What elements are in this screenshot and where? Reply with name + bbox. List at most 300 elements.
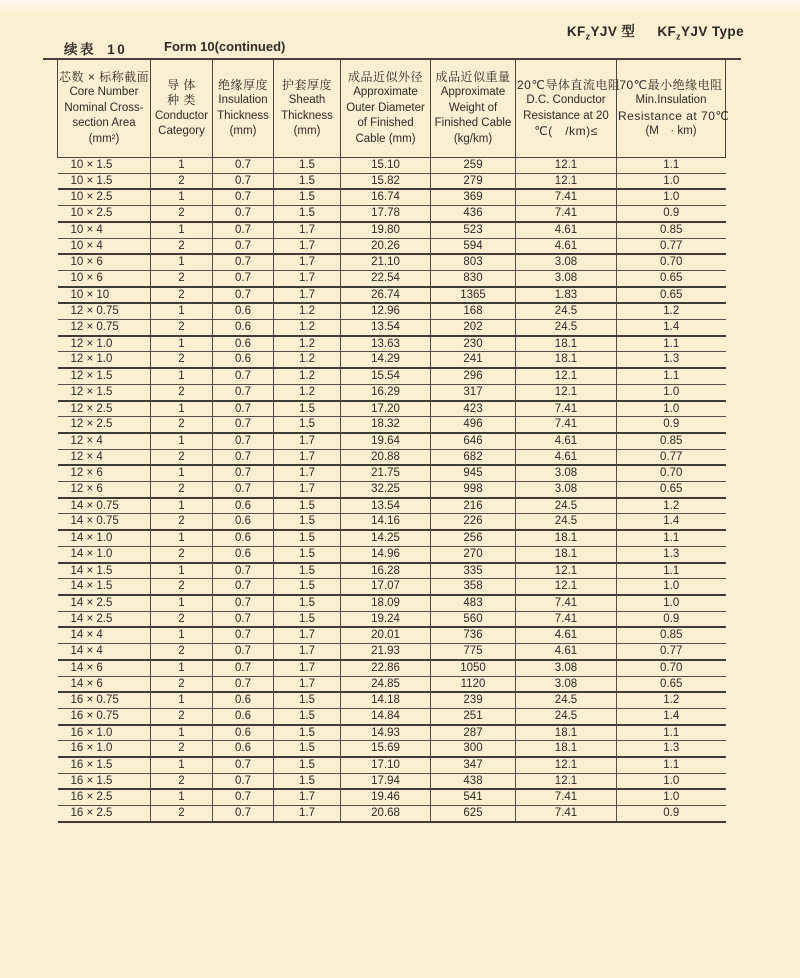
value-cell: 1.5 — [274, 546, 341, 562]
value-cell: 436 — [431, 206, 516, 222]
value-cell: 1.2 — [274, 384, 341, 400]
value-cell: 12.1 — [516, 579, 617, 595]
table-row — [58, 206, 726, 222]
value-cell: 1 — [151, 757, 213, 773]
value-cell: 226 — [431, 514, 516, 530]
value-cell: 12.1 — [516, 368, 617, 384]
value-cell: 21.93 — [341, 644, 431, 660]
spec-cell: 16 × 2.5 — [58, 806, 151, 822]
spec-cell: 12 × 0.75 — [58, 320, 151, 336]
column-header-line: 导 体 — [167, 77, 196, 92]
value-cell: 0.7 — [213, 644, 274, 660]
value-cell: 736 — [431, 627, 516, 643]
table-row — [58, 546, 726, 562]
value-cell: 239 — [431, 692, 516, 708]
value-cell: 0.6 — [213, 498, 274, 514]
value-cell: 358 — [431, 579, 516, 595]
value-cell: 0.77 — [617, 449, 726, 465]
value-cell: 560 — [431, 611, 516, 627]
spec-cell: 14 × 2.5 — [58, 595, 151, 611]
value-cell: 1.1 — [617, 368, 726, 384]
value-cell: 1120 — [431, 676, 516, 692]
value-cell: 18.1 — [516, 741, 617, 757]
value-cell: 2 — [151, 173, 213, 189]
value-cell: 0.7 — [213, 222, 274, 238]
value-cell: 2 — [151, 514, 213, 530]
value-cell: 1.5 — [274, 579, 341, 595]
value-cell: 2 — [151, 287, 213, 304]
value-cell: 1.2 — [617, 303, 726, 319]
table-row — [58, 173, 726, 189]
value-cell: 0.65 — [617, 676, 726, 692]
value-cell: 2 — [151, 482, 213, 498]
spec-cell: 12 × 4 — [58, 449, 151, 465]
value-cell: 18.1 — [516, 725, 617, 741]
table-row — [58, 189, 726, 205]
column-header-line: Resistance at 70℃ — [618, 108, 730, 123]
value-cell: 1.2 — [274, 368, 341, 384]
spec-cell: 12 × 2.5 — [58, 401, 151, 417]
value-cell: 0.9 — [617, 417, 726, 433]
value-cell: 4.61 — [516, 644, 617, 660]
value-cell: 0.6 — [213, 725, 274, 741]
spec-cell: 12 × 1.0 — [58, 336, 151, 352]
value-cell: 13.54 — [341, 320, 431, 336]
value-cell: 1.0 — [617, 173, 726, 189]
value-cell: 7.41 — [516, 611, 617, 627]
spec-cell: 16 × 1.5 — [58, 757, 151, 773]
value-cell: 7.41 — [516, 789, 617, 805]
column-header-line: Cable (mm) — [355, 132, 416, 145]
value-cell: 19.80 — [341, 222, 431, 238]
spec-cell: 14 × 4 — [58, 627, 151, 643]
value-cell: 1.4 — [617, 708, 726, 724]
value-cell: 18.1 — [516, 530, 617, 546]
value-cell: 2 — [151, 676, 213, 692]
table-row — [58, 238, 726, 254]
value-cell: 1.2 — [617, 498, 726, 514]
column-header-line: Min.Insulation — [635, 94, 707, 107]
value-cell: 2 — [151, 546, 213, 562]
value-cell: 7.41 — [516, 417, 617, 433]
value-cell: 1.0 — [617, 579, 726, 595]
value-cell: 0.7 — [213, 563, 274, 579]
value-cell: 1.5 — [274, 692, 341, 708]
value-cell: 0.7 — [213, 789, 274, 805]
value-cell: 12.1 — [516, 773, 617, 789]
value-cell: 15.54 — [341, 368, 431, 384]
value-cell: 0.6 — [213, 692, 274, 708]
value-cell: 17.10 — [341, 757, 431, 773]
value-cell: 438 — [431, 773, 516, 789]
table-row — [58, 806, 726, 822]
value-cell: 18.1 — [516, 336, 617, 352]
value-cell: 0.6 — [213, 708, 274, 724]
value-cell: 19.64 — [341, 433, 431, 449]
spec-cell: 14 × 6 — [58, 676, 151, 692]
value-cell: 1.2 — [274, 320, 341, 336]
value-cell: 0.7 — [213, 189, 274, 205]
value-cell: 1.7 — [274, 806, 341, 822]
value-cell: 0.65 — [617, 482, 726, 498]
table-head — [58, 60, 730, 158]
value-cell: 0.9 — [617, 611, 726, 627]
value-cell: 0.7 — [213, 270, 274, 286]
value-cell: 0.7 — [213, 627, 274, 643]
value-cell: 20.26 — [341, 238, 431, 254]
value-cell: 17.78 — [341, 206, 431, 222]
value-cell: 2 — [151, 708, 213, 724]
column-header-line: Category — [158, 124, 205, 137]
spec-cell: 16 × 0.75 — [58, 692, 151, 708]
column-header-weight — [431, 60, 516, 158]
spec-cell: 16 × 2.5 — [58, 789, 151, 805]
value-cell: 541 — [431, 789, 516, 805]
value-cell: 1 — [151, 336, 213, 352]
value-cell: 0.7 — [213, 238, 274, 254]
value-cell: 12.96 — [341, 303, 431, 319]
table-row — [58, 401, 726, 417]
value-cell: 1 — [151, 433, 213, 449]
value-cell: 0.6 — [213, 530, 274, 546]
value-cell: 300 — [431, 741, 516, 757]
value-cell: 0.7 — [213, 417, 274, 433]
value-cell: 1.5 — [274, 498, 341, 514]
value-cell: 1.1 — [617, 336, 726, 352]
value-cell: 0.70 — [617, 465, 726, 481]
spec-cell: 10 × 2.5 — [58, 206, 151, 222]
table-row — [58, 611, 726, 627]
spec-cell: 10 × 6 — [58, 254, 151, 270]
value-cell: 24.5 — [516, 692, 617, 708]
value-cell: 1.7 — [274, 644, 341, 660]
column-header-line: (mm²) — [88, 132, 120, 145]
value-cell: 3.08 — [516, 676, 617, 692]
value-cell: 12.1 — [516, 158, 617, 174]
value-cell: 803 — [431, 254, 516, 270]
value-cell: 0.7 — [213, 254, 274, 270]
value-cell: 14.96 — [341, 546, 431, 562]
value-cell: 0.70 — [617, 254, 726, 270]
value-cell: 1.7 — [274, 465, 341, 481]
value-cell: 1 — [151, 222, 213, 238]
value-cell: 1.5 — [274, 189, 341, 205]
value-cell: 7.41 — [516, 206, 617, 222]
value-cell: 1.7 — [274, 254, 341, 270]
value-cell: 1.5 — [274, 401, 341, 417]
column-header-conductor-category — [151, 60, 213, 158]
value-cell: 1 — [151, 725, 213, 741]
value-cell: 21.75 — [341, 465, 431, 481]
value-cell: 296 — [431, 368, 516, 384]
value-cell: 830 — [431, 270, 516, 286]
value-cell: 1.5 — [274, 563, 341, 579]
spec-cell: 10 × 6 — [58, 270, 151, 286]
column-header-line: ℃( /km)≤ — [534, 123, 598, 138]
table-row — [58, 773, 726, 789]
table-row — [58, 482, 726, 498]
table-row — [58, 741, 726, 757]
value-cell: 1.5 — [274, 595, 341, 611]
value-cell: 0.7 — [213, 384, 274, 400]
spec-cell: 10 × 1.5 — [58, 158, 151, 174]
value-cell: 1 — [151, 660, 213, 676]
value-cell: 1 — [151, 158, 213, 174]
table-row — [58, 303, 726, 319]
value-cell: 483 — [431, 595, 516, 611]
value-cell: 2 — [151, 417, 213, 433]
spec-cell: 16 × 1.0 — [58, 741, 151, 757]
value-cell: 0.6 — [213, 514, 274, 530]
column-header-line: 种 类 — [167, 93, 196, 108]
value-cell: 0.7 — [213, 401, 274, 417]
value-cell: 0.7 — [213, 482, 274, 498]
spec-cell: 14 × 0.75 — [58, 514, 151, 530]
model-en: $KF_zYJV$ Type — [657, 24, 744, 42]
spec-cell: 16 × 1.0 — [58, 725, 151, 741]
value-cell: 1.5 — [274, 206, 341, 222]
spec-cell: 12 × 4 — [58, 433, 151, 449]
value-cell: 0.6 — [213, 320, 274, 336]
value-cell: 1 — [151, 189, 213, 205]
value-cell: 12.1 — [516, 384, 617, 400]
value-cell: 1 — [151, 530, 213, 546]
column-header-min-insulation-resistance — [617, 60, 730, 158]
column-header-line: Finished Cable — [434, 117, 512, 130]
column-header-line: (M · km) — [645, 124, 697, 137]
value-cell: 17.07 — [341, 579, 431, 595]
value-cell: 1.5 — [274, 741, 341, 757]
value-cell: 16.29 — [341, 384, 431, 400]
value-cell: 7.41 — [516, 189, 617, 205]
value-cell: 17.20 — [341, 401, 431, 417]
value-cell: 7.41 — [516, 806, 617, 822]
value-cell: 423 — [431, 401, 516, 417]
value-cell: 0.6 — [213, 336, 274, 352]
table-row — [58, 514, 726, 530]
value-cell: 0.85 — [617, 222, 726, 238]
column-header-line: Insulation — [218, 94, 268, 107]
column-header-line: (kg/km) — [453, 132, 493, 145]
continued-table-caption-zh: 续表 10 — [64, 42, 128, 57]
value-cell: 1 — [151, 498, 213, 514]
table-row — [58, 563, 726, 579]
value-cell: 523 — [431, 222, 516, 238]
value-cell: 1.2 — [617, 692, 726, 708]
value-cell: 18.1 — [516, 546, 617, 562]
column-header-line: Approximate — [353, 86, 418, 99]
value-cell: 12.1 — [516, 757, 617, 773]
value-cell: 2 — [151, 238, 213, 254]
value-cell: 0.7 — [213, 368, 274, 384]
value-cell: 1.5 — [274, 530, 341, 546]
table-row — [58, 384, 726, 400]
table-row — [58, 757, 726, 773]
value-cell: 1.3 — [617, 741, 726, 757]
value-cell: 1 — [151, 563, 213, 579]
value-cell: 24.5 — [516, 514, 617, 530]
column-header-line: Thickness — [217, 109, 269, 122]
spec-cell: 10 × 10 — [58, 287, 151, 304]
value-cell: 270 — [431, 546, 516, 562]
spec-cell: 12 × 0.75 — [58, 303, 151, 319]
spec-cell: 12 × 1.0 — [58, 352, 151, 368]
value-cell: 1.7 — [274, 676, 341, 692]
value-cell: 1.5 — [274, 158, 341, 174]
value-cell: 1 — [151, 303, 213, 319]
column-header-line: (mm) — [229, 124, 257, 137]
value-cell: 1.2 — [274, 336, 341, 352]
value-cell: 24.85 — [341, 676, 431, 692]
value-cell: 1 — [151, 692, 213, 708]
table-row — [58, 417, 726, 433]
value-cell: 12.1 — [516, 173, 617, 189]
value-cell: 646 — [431, 433, 516, 449]
column-header-line: 成品近似重量 — [435, 69, 511, 84]
table-row — [58, 579, 726, 595]
value-cell: 0.7 — [213, 579, 274, 595]
table-row — [58, 254, 726, 270]
table-row — [58, 320, 726, 336]
column-header-line: Weight of — [448, 101, 498, 114]
value-cell: 0.77 — [617, 238, 726, 254]
spec-cell: 14 × 6 — [58, 660, 151, 676]
column-header-line: Core Number — [69, 86, 139, 99]
value-cell: 24.5 — [516, 708, 617, 724]
value-cell: 1.0 — [617, 789, 726, 805]
column-header-line: Approximate — [440, 86, 506, 99]
value-cell: 369 — [431, 189, 516, 205]
model-subscript: z — [676, 31, 682, 42]
value-cell: 1 — [151, 789, 213, 805]
value-cell: 1365 — [431, 287, 516, 304]
column-header-line: Resistance at 20 — [523, 109, 609, 122]
column-header-line: Sheath — [288, 94, 326, 107]
value-cell: 16.74 — [341, 189, 431, 205]
column-header-sheath-thickness — [274, 60, 341, 158]
value-cell: 14.18 — [341, 692, 431, 708]
table-row — [58, 692, 726, 708]
table-row — [58, 789, 726, 805]
value-cell: 0.65 — [617, 287, 726, 304]
value-cell: 1.3 — [617, 546, 726, 562]
value-cell: 13.54 — [341, 498, 431, 514]
value-cell: 1.2 — [274, 352, 341, 368]
value-cell: 0.7 — [213, 660, 274, 676]
value-cell: 14.25 — [341, 530, 431, 546]
value-cell: 4.61 — [516, 449, 617, 465]
value-cell: 625 — [431, 806, 516, 822]
column-header-line: section Area — [72, 117, 136, 130]
value-cell: 2 — [151, 449, 213, 465]
value-cell: 0.65 — [617, 270, 726, 286]
value-cell: 3.08 — [516, 270, 617, 286]
value-cell: 1 — [151, 595, 213, 611]
column-header-line: (mm) — [293, 124, 321, 137]
value-cell: 1.2 — [274, 303, 341, 319]
value-cell: 1.5 — [274, 773, 341, 789]
column-header-line: of Finished — [357, 117, 414, 130]
value-cell: 0.7 — [213, 206, 274, 222]
table-row — [58, 725, 726, 741]
value-cell: 20.01 — [341, 627, 431, 643]
value-cell: 1.5 — [274, 611, 341, 627]
value-cell: 335 — [431, 563, 516, 579]
table-row — [58, 644, 726, 660]
value-cell: 15.82 — [341, 173, 431, 189]
value-cell: 12.1 — [516, 563, 617, 579]
value-cell: 1 — [151, 627, 213, 643]
value-cell: 7.41 — [516, 595, 617, 611]
value-cell: 2 — [151, 806, 213, 822]
value-cell: 20.68 — [341, 806, 431, 822]
value-cell: 4.61 — [516, 433, 617, 449]
spec-cell: 10 × 4 — [58, 238, 151, 254]
value-cell: 17.94 — [341, 773, 431, 789]
value-cell: 0.77 — [617, 644, 726, 660]
value-cell: 1 — [151, 465, 213, 481]
spec-cell: 12 × 1.5 — [58, 368, 151, 384]
table-row — [58, 287, 726, 304]
spec-cell: 14 × 1.5 — [58, 563, 151, 579]
value-cell: 496 — [431, 417, 516, 433]
spec-cell: 12 × 2.5 — [58, 417, 151, 433]
value-cell: 317 — [431, 384, 516, 400]
value-cell: 682 — [431, 449, 516, 465]
value-cell: 1.0 — [617, 773, 726, 789]
value-cell: 2 — [151, 611, 213, 627]
value-cell: 0.7 — [213, 449, 274, 465]
value-cell: 241 — [431, 352, 516, 368]
value-cell: 1 — [151, 368, 213, 384]
column-header-line: 护套厚度 — [281, 77, 332, 92]
value-cell: 259 — [431, 158, 516, 174]
value-cell: 3.08 — [516, 254, 617, 270]
value-cell: 775 — [431, 644, 516, 660]
value-cell: 0.7 — [213, 676, 274, 692]
spec-cell: 14 × 4 — [58, 644, 151, 660]
column-header-line: 70℃最小绝缘电阻 — [619, 77, 723, 92]
value-cell: 14.16 — [341, 514, 431, 530]
value-cell: 251 — [431, 708, 516, 724]
value-cell: 1.5 — [274, 417, 341, 433]
value-cell: 998 — [431, 482, 516, 498]
column-header-line: D.C. Conductor — [526, 94, 606, 107]
value-cell: 0.9 — [617, 206, 726, 222]
value-cell: 1.1 — [617, 725, 726, 741]
value-cell: 1 — [151, 254, 213, 270]
value-cell: 22.54 — [341, 270, 431, 286]
model-subscript: z — [585, 31, 591, 42]
table-row — [58, 158, 726, 174]
table-row — [58, 336, 726, 352]
spec-cell: 12 × 1.5 — [58, 384, 151, 400]
value-cell: 2 — [151, 206, 213, 222]
spec-cell: 12 × 6 — [58, 482, 151, 498]
spec-cell: 10 × 2.5 — [58, 189, 151, 205]
value-cell: 945 — [431, 465, 516, 481]
value-cell: 0.7 — [213, 773, 274, 789]
value-cell: 1.83 — [516, 287, 617, 304]
table-row — [58, 368, 726, 384]
table-row — [58, 222, 726, 238]
value-cell: 1.7 — [274, 789, 341, 805]
spec-cell: 14 × 0.75 — [58, 498, 151, 514]
table-row — [58, 433, 726, 449]
value-cell: 287 — [431, 725, 516, 741]
value-cell: 3.08 — [516, 660, 617, 676]
value-cell: 1.7 — [274, 449, 341, 465]
